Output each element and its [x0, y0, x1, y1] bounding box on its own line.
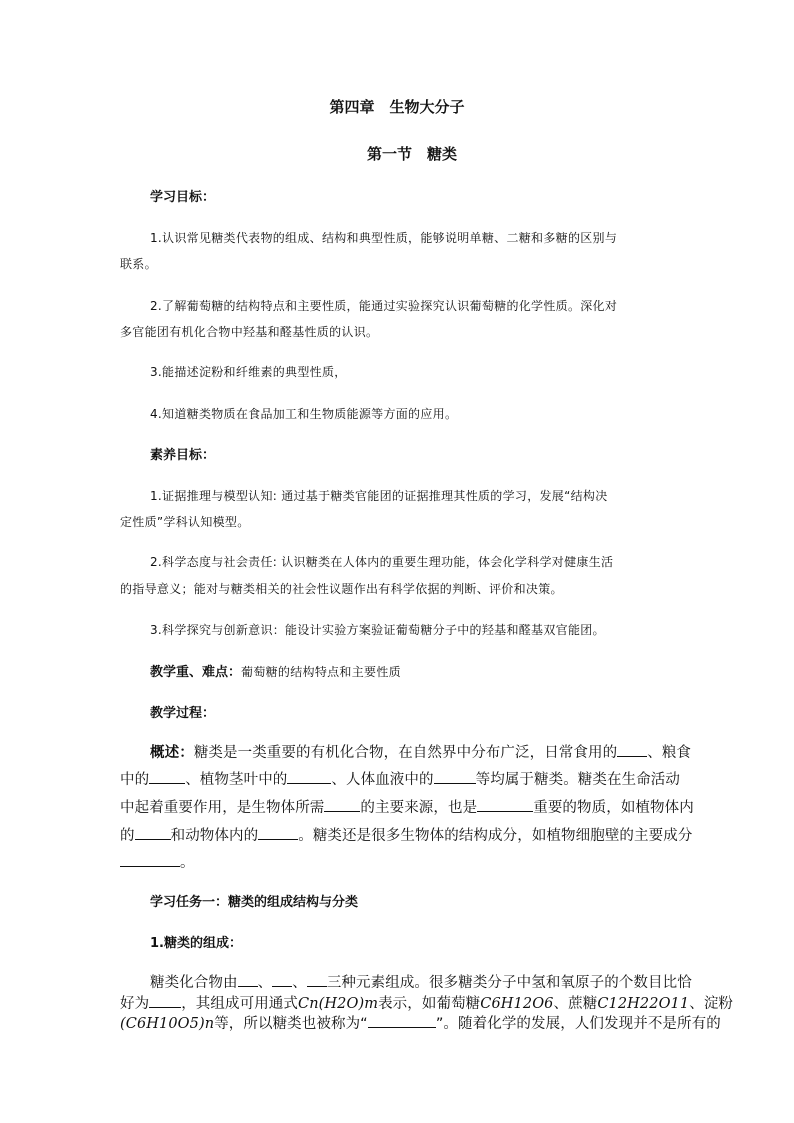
key-points-label: 教学重、难点： — [150, 665, 242, 680]
fill-blank[interactable] — [287, 771, 331, 784]
literacy-goal-1-line2: 定性质”学科认知模型。 — [120, 515, 250, 529]
literacy-goals-heading: 素养目标： — [150, 448, 216, 463]
fill-blank[interactable] — [324, 799, 360, 812]
learning-goal-3: 3.能描述淀粉和纤维素的典型性质， — [150, 365, 347, 379]
fill-blank[interactable] — [238, 974, 258, 987]
learning-goals-heading: 学习目标： — [150, 190, 216, 205]
overview-line3: 中起着重要作用，是生物体所需 的主要来源，也是 重要的物质，如植物体内 — [120, 800, 694, 816]
starch-formula: (C6H10O5)n — [120, 1016, 215, 1032]
fill-blank[interactable] — [120, 854, 180, 867]
overview-line1: 概述：糖类是一类重要的有机化合物，在自然界中分布广泛，日常食用的 、粮食 — [150, 745, 692, 761]
literacy-goal-2-line1: 2.科学态度与社会责任: 认识糖类在人体内的重要生理功能，体会化学科学对健康生活 — [150, 555, 614, 569]
composition-line3: (C6H10O5)n等，所以糖类也被称为“ ”。随着化学的发展，人们发现并不是所有的 — [120, 1016, 721, 1032]
composition-line1: 糖类化合物由 、 、 三种元素组成。很多糖类分子中氢和氧原子的个数目比恰 — [150, 975, 692, 991]
overview-line4: 的 和动物体内的 。糖类还是很多生物体的结构成分，如植物细胞壁的主要成分 — [120, 828, 693, 844]
key-points-text: 葡萄糖的结构特点和主要性质 — [241, 665, 401, 679]
literacy-goal-1-line1: 1.证据推理与模型认知: 通过基于糖类官能团的证据推理其性质的学习，发展“结构决 — [150, 489, 608, 503]
general-formula: Cn(H2O)m — [298, 996, 379, 1012]
sucrose-formula: C12H22O11 — [597, 996, 690, 1012]
fill-blank[interactable] — [258, 827, 298, 840]
learning-goal-1-line1: 1.认识常见糖类代表物的组成、结构和典型性质，能够说明单糖、二糖和多糖的区别与 — [150, 231, 618, 245]
fill-blank[interactable] — [477, 799, 533, 812]
fill-blank[interactable] — [149, 771, 185, 784]
fill-blank[interactable] — [135, 827, 171, 840]
fill-blank[interactable] — [617, 744, 647, 757]
task1-heading: 学习任务一：糖类的组成结构与分类 — [150, 895, 359, 910]
fill-blank[interactable] — [272, 974, 292, 987]
task1-subheading: 1.糖类的组成： — [150, 936, 242, 951]
learning-goal-1-line2: 联系。 — [120, 257, 157, 271]
learning-goal-4: 4.知道糖类物质在食品加工和生物质能源等方面的应用。 — [150, 407, 458, 421]
fill-blank[interactable] — [149, 995, 181, 1008]
fill-blank[interactable] — [307, 974, 327, 987]
literacy-goal-2-line2: 的指导意义；能对与糖类相关的社会性议题作出有科学依据的判断、评价和决策。 — [120, 582, 563, 596]
glucose-formula: C6H12O6 — [480, 996, 554, 1012]
chapter-title: 第四章 生物大分子 — [329, 98, 465, 116]
section-title: 第一节 糖类 — [366, 145, 457, 163]
literacy-goal-3: 3.科学探究与创新意识：能设计实验方案验证葡萄糖分子中的羟基和醛基双官能团。 — [150, 623, 605, 637]
teaching-process-heading: 教学过程： — [150, 706, 216, 721]
learning-goal-2-line1: 2.了解葡萄糖的结构特点和主要性质，能通过实验探究认识葡萄糖的化学性质。深化对 — [150, 299, 618, 313]
fill-blank[interactable] — [368, 1015, 436, 1028]
key-points — [150, 661, 401, 680]
overview-line5: 。 — [120, 851, 195, 872]
overview-line2: 中的 、植物茎叶中的 、人体血液中的 等均属于糖类。糖类在生命活动 — [120, 772, 681, 788]
fill-blank[interactable] — [434, 771, 476, 784]
learning-goal-2-line2: 多官能团有机化合物中羟基和醛基性质的认识。 — [120, 325, 379, 339]
composition-line2: 好为 ，其组成可用通式Cn(H2O)m表示，如葡萄糖C6H12O6、蔗糖C12H22O11、淀粉 — [120, 996, 734, 1012]
overview-label: 概述： — [150, 745, 194, 761]
